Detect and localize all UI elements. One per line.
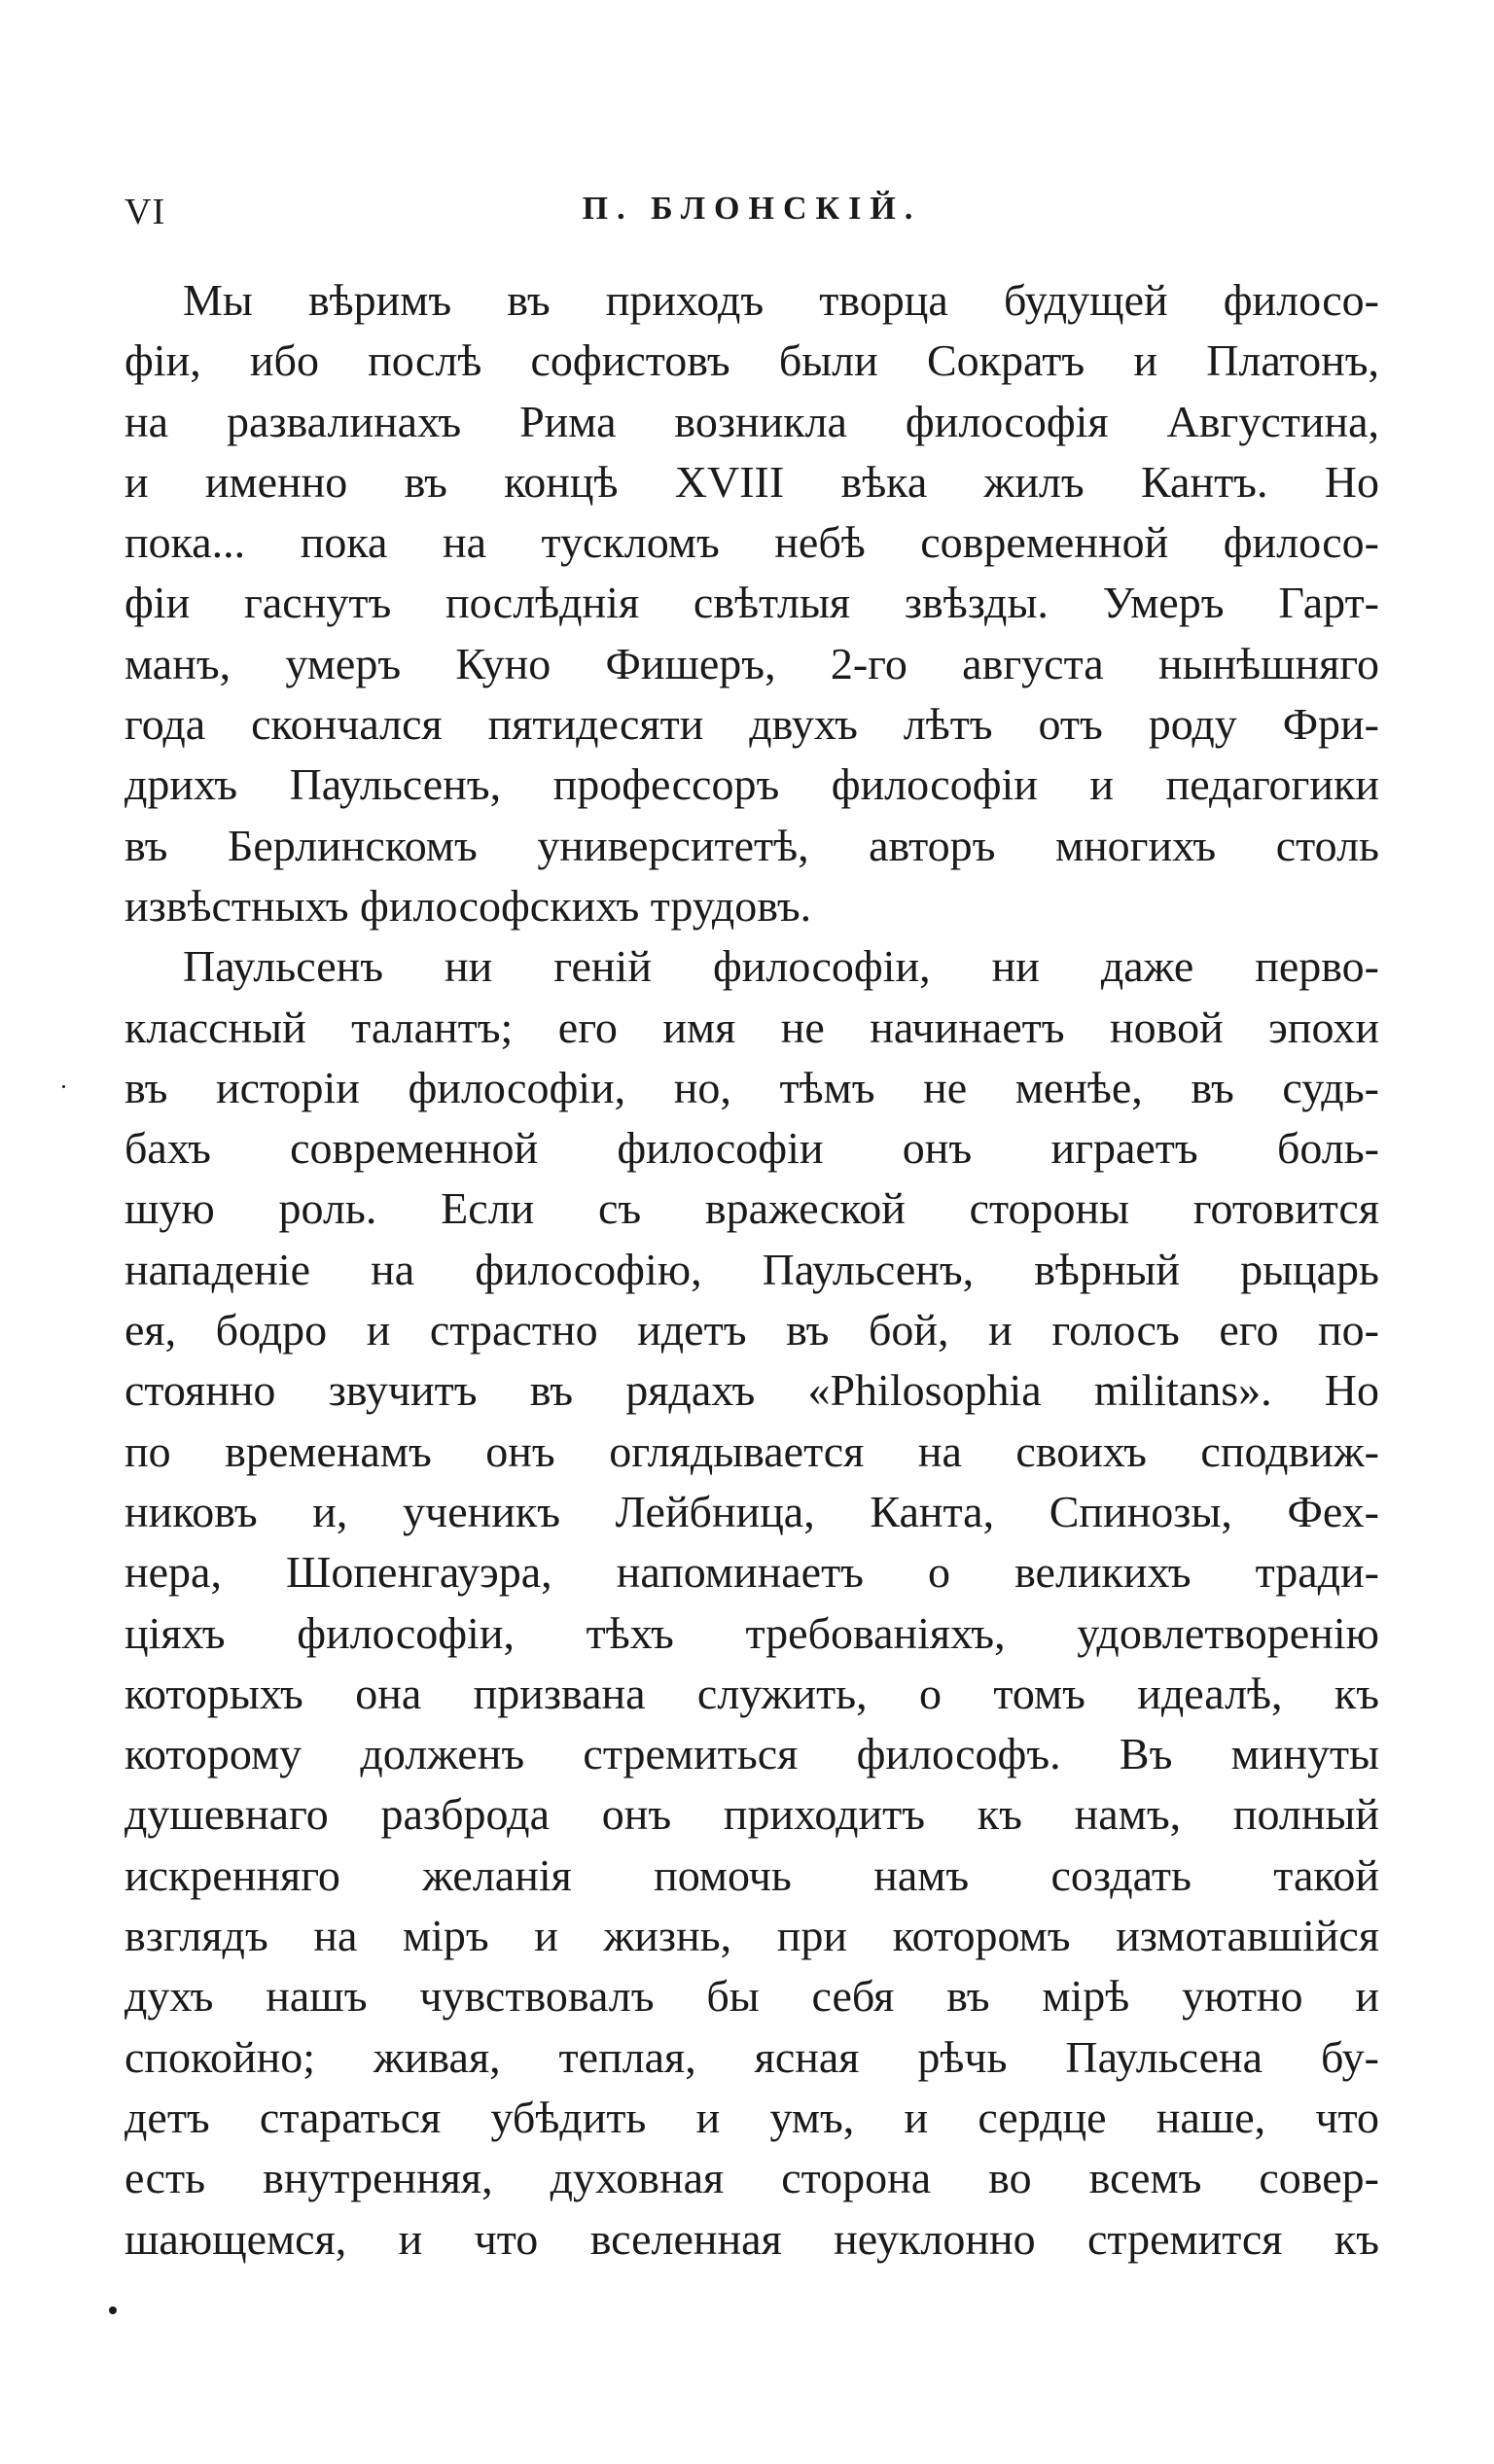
running-head: [124, 191, 1379, 237]
text-line: спокойно; живая, теплая, ясная рѣчь Паульсена бу-: [124, 2031, 1379, 2082]
text-line: шую роль. Если съ вражеской стороны готовится: [124, 1183, 1379, 1234]
ink-speck: [62, 1085, 65, 1088]
text-line: и именно въ концѣ XVIII вѣка жилъ Кантъ. Но: [124, 456, 1379, 507]
text-line: года скончался пятидесяти двухъ лѣтъ отъ роду Фри-: [124, 699, 1379, 750]
text-line: искренняго желанія помочь намъ создать такой: [124, 1849, 1379, 1900]
text-line: пока... пока на тускломъ небѣ современной филосо-: [124, 517, 1379, 568]
text-line: ціяхъ философіи, тѣхъ требованіяхъ, удовлетворенію: [124, 1607, 1379, 1658]
body-text: [124, 270, 1379, 2270]
text-line: стоянно звучитъ въ рядахъ «Philosophia militans». Но: [124, 1365, 1379, 1416]
text-line: шающемся, и что вселенная неуклонно стремится къ: [124, 2213, 1379, 2264]
paragraph-2: [124, 936, 1379, 2270]
text-line: которыхъ она призвана служить, о томъ идеалѣ, къ: [124, 1668, 1379, 1718]
page-number: VI: [124, 192, 166, 232]
text-line: детъ стараться убѣдить и умъ, и сердце наше, что: [124, 2092, 1379, 2142]
text-line: Мы вѣримъ въ приходъ творца будущей филосо-: [183, 275, 1379, 325]
text-line: которому долженъ стремиться философъ. Въ минуты: [124, 1729, 1379, 1779]
text-line: бахъ современной философіи онъ играетъ боль-: [124, 1123, 1379, 1174]
text-line: дрихъ Паульсенъ, профессоръ философіи и педагогики: [124, 759, 1379, 810]
text-line: классный талантъ; его имя не начинаетъ новой эпохи: [124, 1002, 1379, 1052]
text-line: ея, бодро и страстно идетъ въ бой, и голосъ его по-: [124, 1305, 1379, 1355]
ink-dot: [109, 2306, 117, 2314]
text-line: манъ, умеръ Куно Фишеръ, 2-го августа нынѣшняго: [124, 638, 1379, 688]
text-line: душевнаго разброда онъ приходитъ къ намъ, полный: [124, 1789, 1379, 1840]
text-line: есть внутренняя, духовная сторона во всемъ совер-: [124, 2153, 1379, 2203]
text-line: по временамъ онъ оглядывается на своихъ сподвиж-: [124, 1426, 1379, 1476]
text-line: нападеніе на философію, Паульсенъ, вѣрный рыцарь: [124, 1244, 1379, 1294]
paragraph-1: [124, 270, 1379, 936]
text-line: духъ нашъ чувствовалъ бы себя въ мірѣ уютно и: [124, 1971, 1379, 2022]
text-line: Паульсенъ ни геній философіи, ни даже перво-: [183, 941, 1379, 992]
text-line: на развалинахъ Рима возникла философія Августина,: [124, 396, 1379, 446]
text-line: фіи гаснутъ послѣднія свѣтлыя звѣзды. Умеръ Гарт-: [124, 578, 1379, 628]
author-header: П. БЛОНСКІЙ.: [582, 191, 922, 227]
text-line: взглядъ на міръ и жизнь, при которомъ измотавшійся: [124, 1911, 1379, 1961]
text-line: въ исторіи философіи, но, тѣмъ не менѣе, въ судь-: [124, 1062, 1379, 1112]
text-line: фіи, ибо послѣ софистовъ были Сократъ и Платонъ,: [124, 335, 1379, 386]
text-line: извѣстныхъ философскихъ трудовъ.: [124, 880, 812, 931]
text-line: никовъ и, ученикъ Лейбница, Канта, Спинозы, Фех-: [124, 1486, 1379, 1536]
text-line: нера, Шопенгауэра, напоминаетъ о великихъ тради-: [124, 1547, 1379, 1598]
text-line: въ Берлинскомъ университетѣ, авторъ многихъ столь: [124, 820, 1379, 870]
